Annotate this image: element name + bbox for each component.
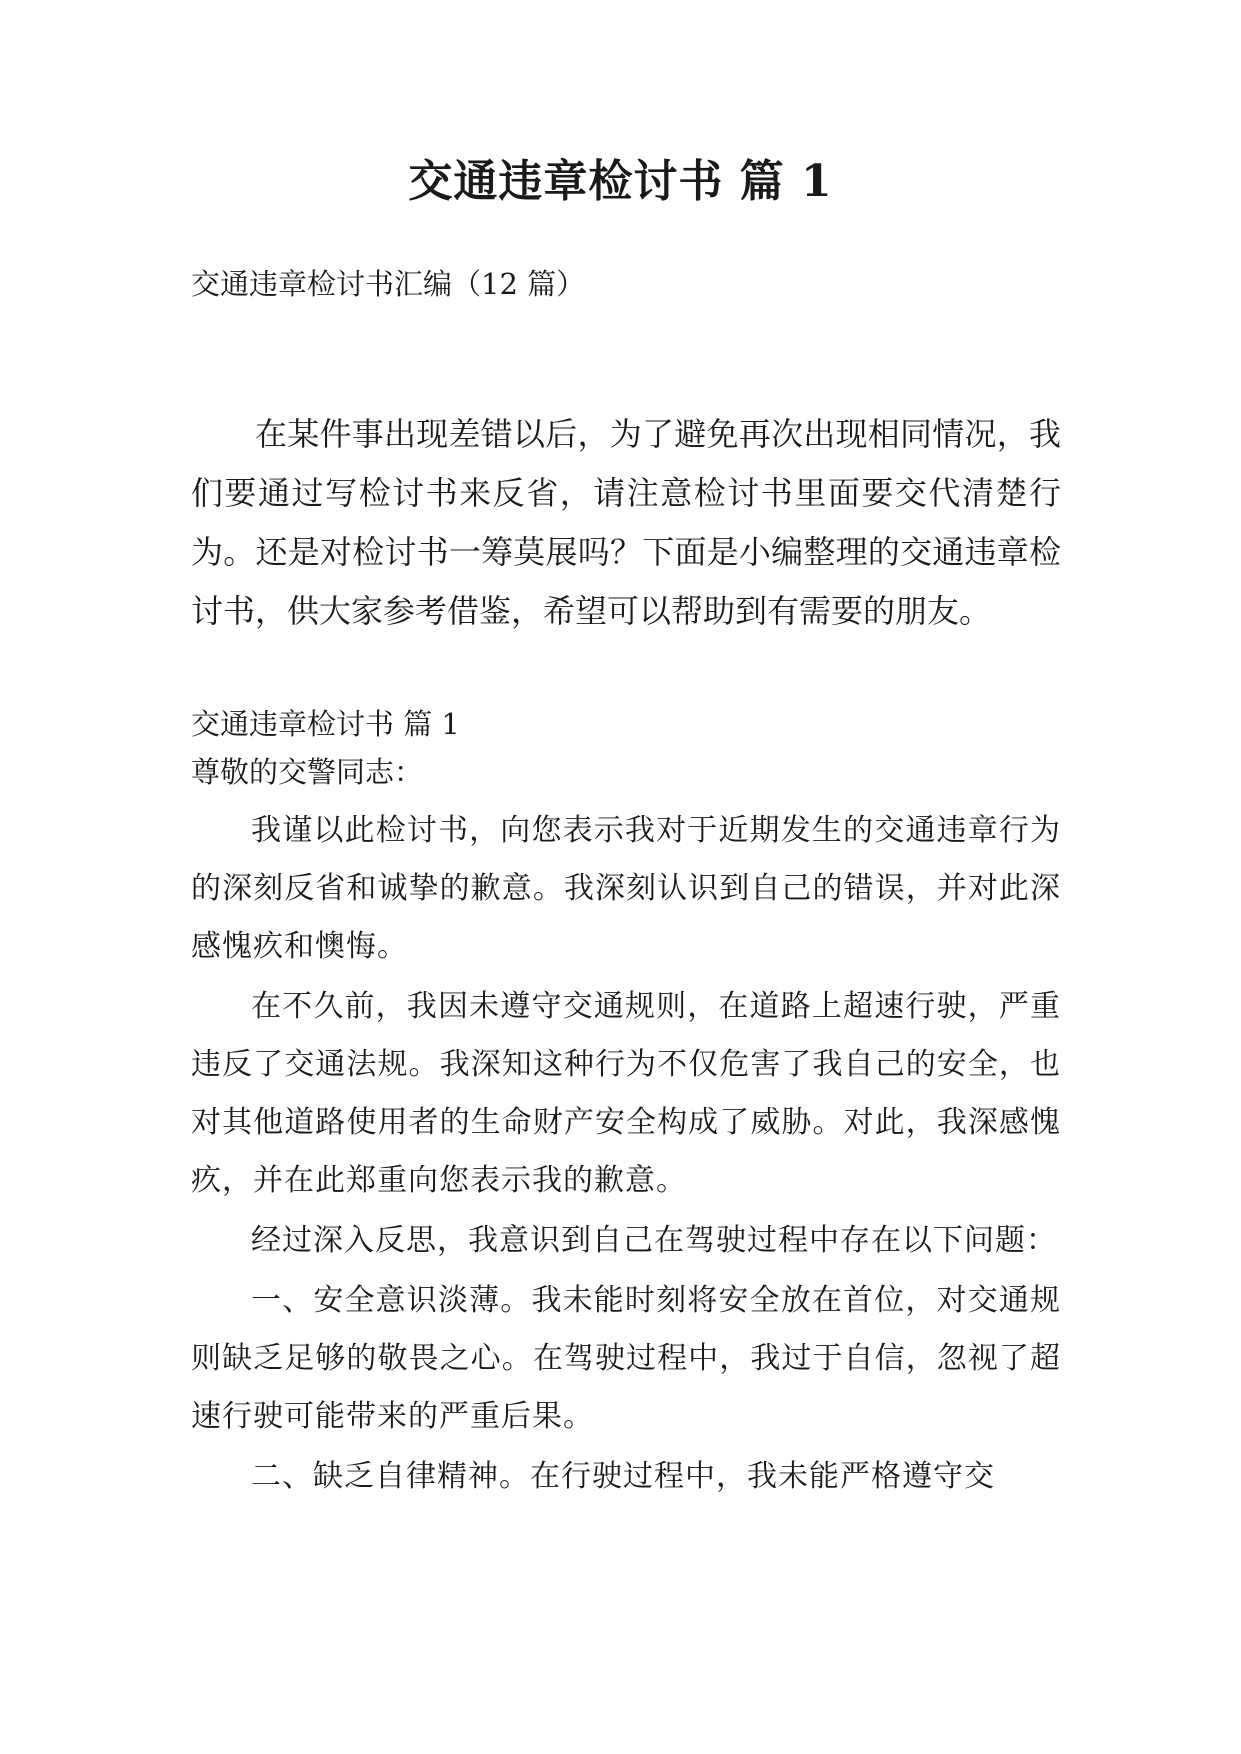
section-heading: 交通违章检讨书 篇 1	[191, 707, 460, 741]
collection-heading: 交通违章检讨书汇编（12 篇）	[191, 267, 586, 301]
body-paragraph-4: 一、安全意识淡薄。我未能时刻将安全放在首位，对交通规则缺乏足够的敬畏之心。在驾驶过程中，我过于自信，忽视了超速行驶可能带来的严重后果。	[191, 1283, 1061, 1434]
salutation: 尊敬的交警同志：	[191, 755, 424, 789]
letter-body	[191, 700, 1061, 1508]
document-title: 交通违章检讨书 篇 1	[408, 156, 833, 207]
body-paragraph-3: 经过深入反思，我意识到自己在驾驶过程中存在以下问题：	[251, 1223, 1057, 1258]
body-paragraph-1: 我谨以此检讨书，向您表示我对于近期发生的交通违章行为的深刻反省和诚挚的歉意。我深刻认识到自己的错误，并对此深感愧疚和懊悔。	[191, 813, 1061, 964]
body-paragraph-5: 二、缺乏自律精神。在行驶过程中，我未能严格遵守交	[251, 1459, 995, 1494]
body-paragraph-2: 在不久前，我因未遵守交通规则，在道路上超速行驶，严重违反了交通法规。我深知这种行为不仅危害了我自己的安全，也对其他道路使用者的生命财产安全构成了威胁。对此，我深感愧疚，并在此郑重向您表示我的歉意。	[191, 989, 1061, 1198]
intro-paragraph: 在某件事出现差错以后，为了避免再次出现相同情况，我们要通过写检讨书来反省，请注意检讨书里面要交代清楚行为。还是对检讨书一筹莫展吗？下面是小编整理的交通违章检讨书，供大家参考借鉴，希望可以帮助到有需要的朋友。	[191, 415, 1061, 630]
